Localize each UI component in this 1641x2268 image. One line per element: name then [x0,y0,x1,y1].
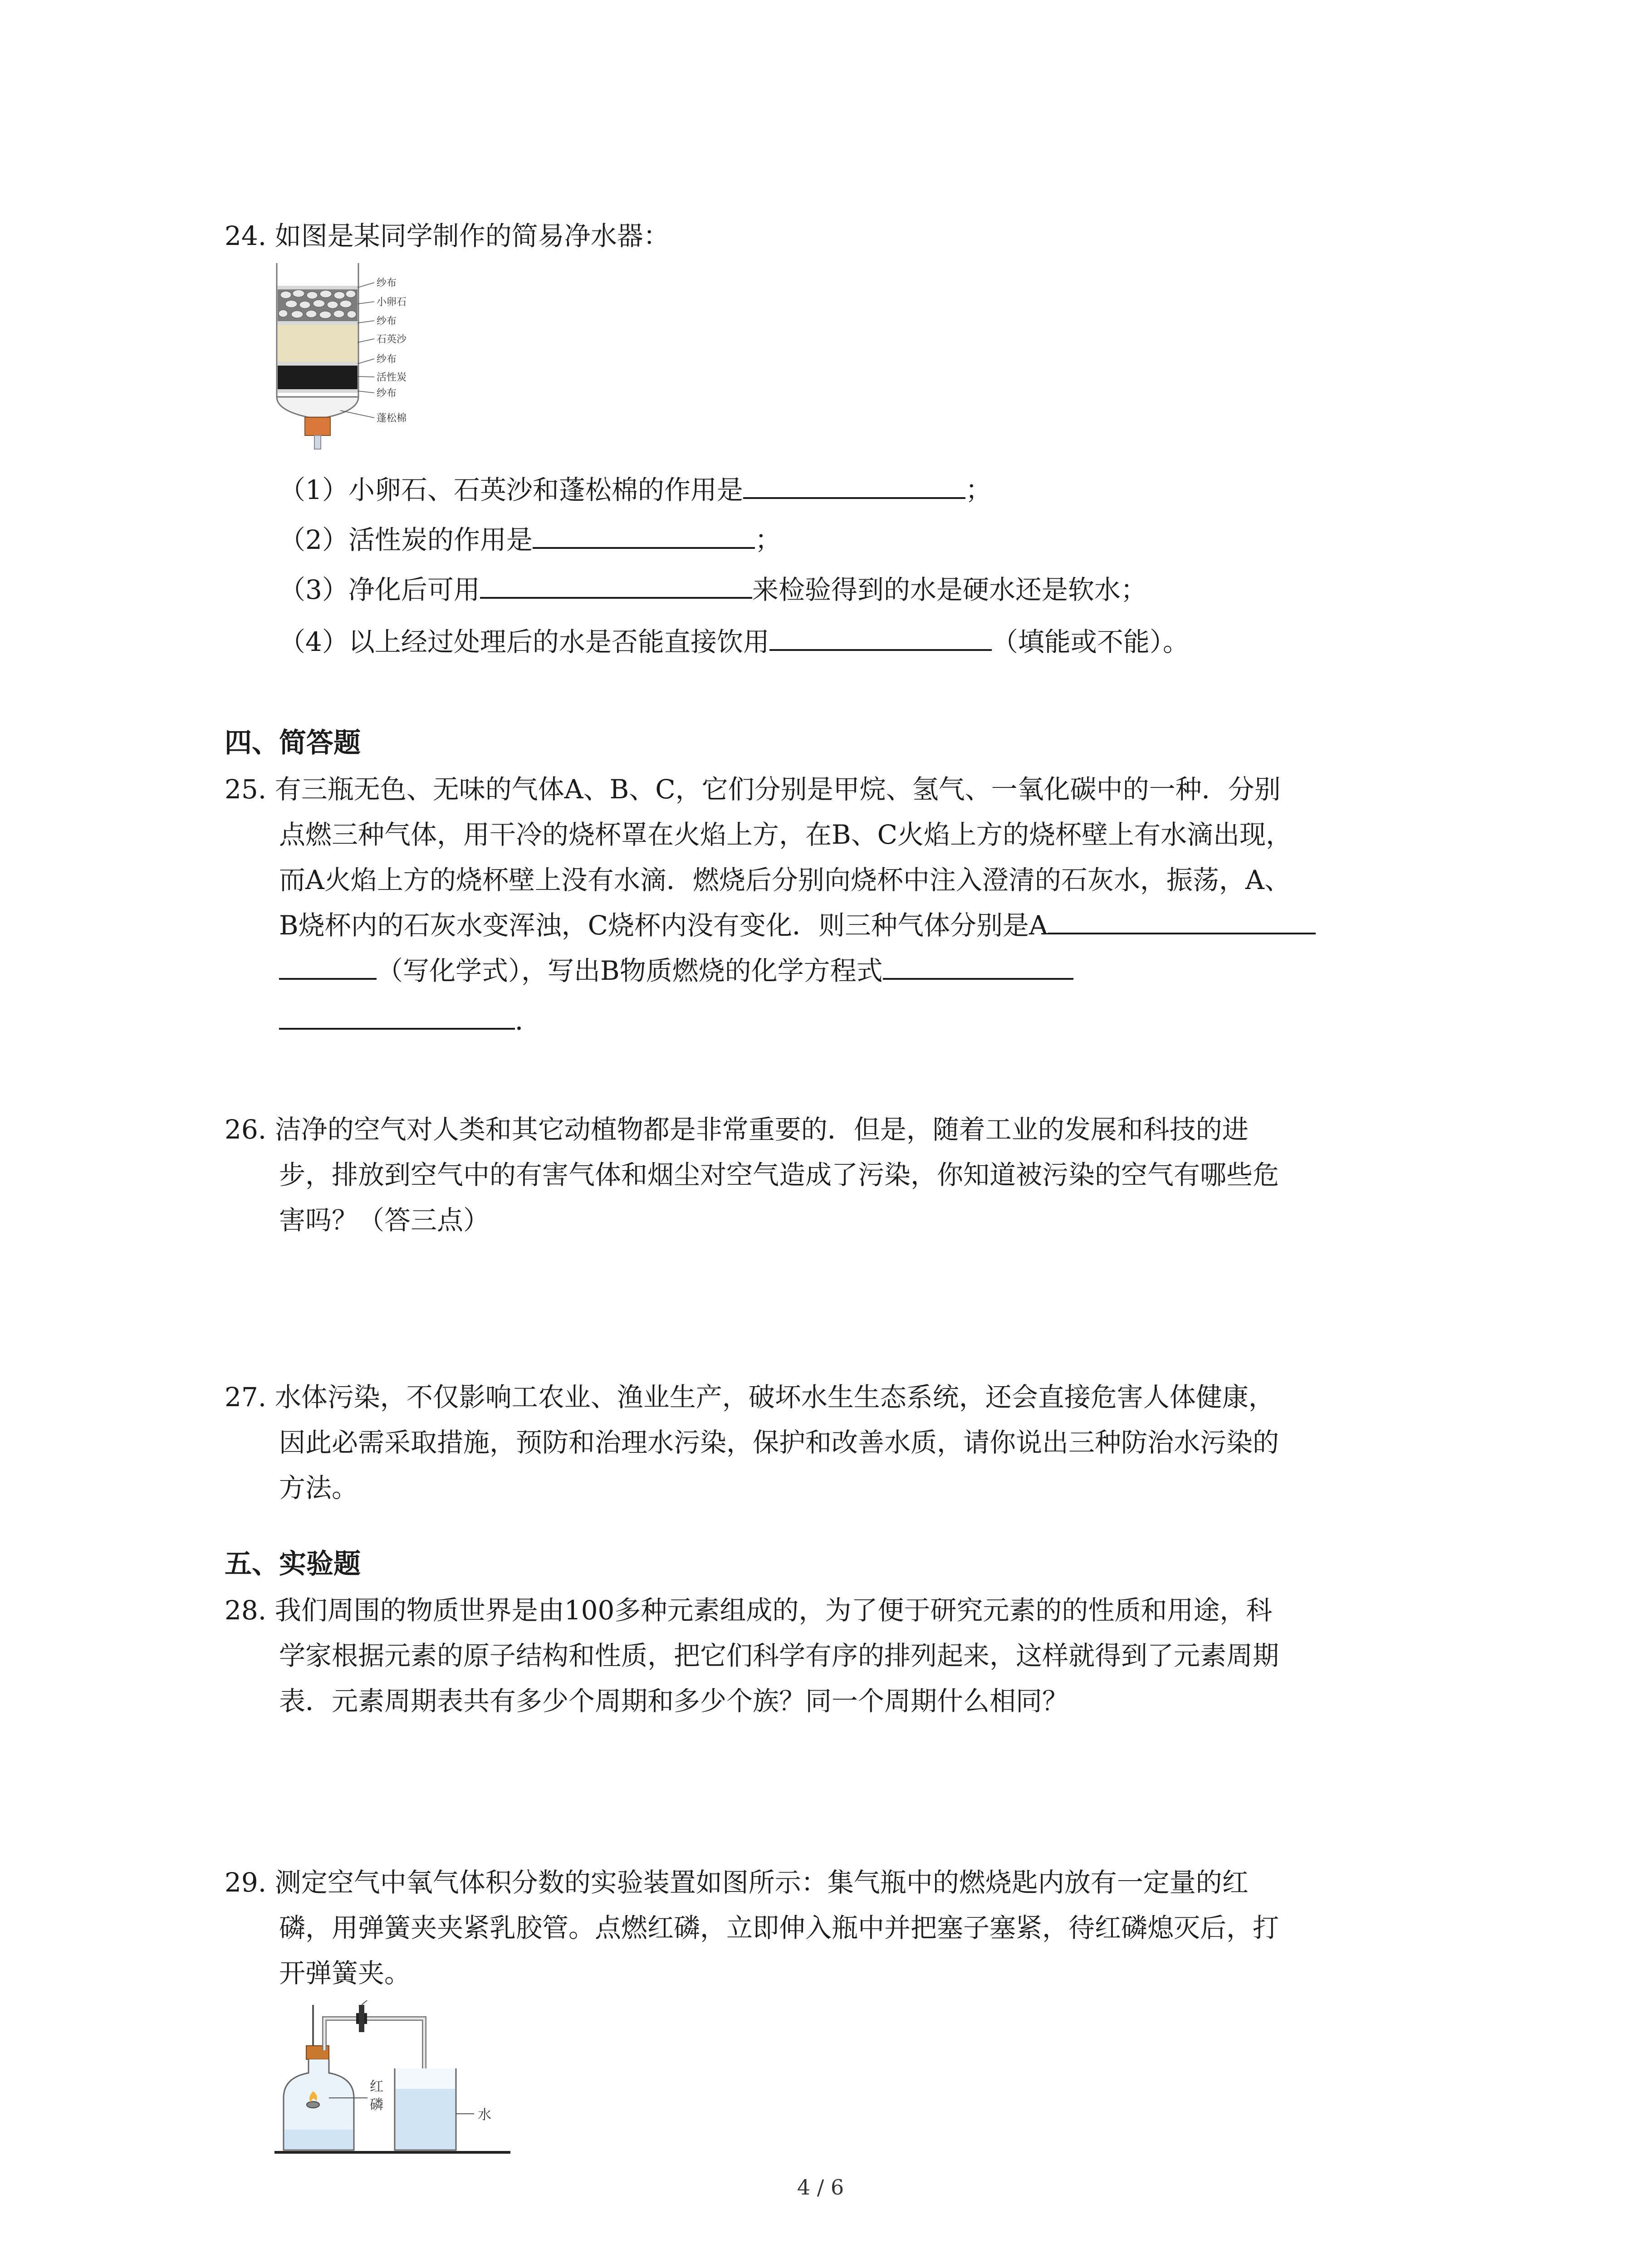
label-cotton: 蓬松棉 [377,413,407,424]
q24-stem: 如图是某同学制作的简易净水器： [274,220,670,251]
q25-number: 25. [225,774,267,805]
q26-line-1 [225,1107,1249,1152]
q24-part3-text: （3）净化后可用 [279,574,480,605]
spring-clip-icon [356,2005,367,2032]
q26-text-1: 洁净的空气对人类和其它动植物都是非常重要的．但是，随着工业的发展和科技的进 [274,1114,1249,1145]
q24-part2-blank[interactable] [533,519,755,549]
filter-bottle [277,263,358,449]
q24-part4-end: （填能或不能）。 [991,626,1189,657]
q29-number: 29. [225,1867,267,1898]
q25-text-6: ． [515,1005,542,1036]
q27-line-3: 方法。 [279,1472,358,1503]
outlet-tube [314,435,321,449]
q27-text-1: 水体污染，不仅影响工农业、渔业生产，破坏水生生态系统，还会直接危害人体健康， [274,1382,1275,1413]
q25-text-4: B烧杯内的石灰水变浑浊，C烧杯内没有变化．则三种气体分别是A [279,910,1048,941]
q24-part4-text: （4）以上经过处理后的水是否能直接饮用 [279,626,769,657]
combustion-spoon [307,2102,319,2108]
bottle-water [284,2130,353,2149]
q27-line-1 [225,1374,1275,1420]
q24-part2-text: （2）活性炭的作用是 [279,524,533,555]
label-gauze-3: 纱布 [377,354,397,365]
q26-line-2: 步，排放到空气中的有害气体和烟尘对空气造成了污染，你知道被污染的空气有哪些危 [279,1159,1279,1190]
q29-line-1 [225,1860,1249,1905]
q28-line-3: 表．元素周期表共有多少个周期和多少个族？同一个周期什么相同？ [279,1686,1069,1716]
label-water: 水 [478,2107,491,2123]
q25-line-6 [279,998,541,1043]
q25-line-5 [279,948,1073,993]
q24-part3 [279,567,1147,612]
label-pebbles: 小卵石 [377,297,407,308]
q24-number: 24. [225,220,267,251]
activated-carbon-layer [278,366,358,389]
q24-part3-blank[interactable] [480,569,752,599]
q24-part4-blank[interactable] [769,621,992,651]
page-number: 4 / 6 [797,2175,844,2200]
q25-text-1: 有三瓶无色、无味的气体A、B、C，它们分别是甲烷、氢气、一氧化碳中的一种．分别 [274,774,1281,805]
q24-stem-line [225,213,670,259]
q25-answer-blank-1[interactable] [1048,904,1316,934]
q29-text-1: 测定空气中氧气体积分数的实验装置如图所示：集气瓶中的燃烧匙内放有一定量的红 [274,1867,1249,1898]
gas-collecting-bottle [284,2005,354,2150]
label-gauze-2: 纱布 [377,316,397,327]
q24-part1-end: ； [965,474,992,505]
q25-line-2: 点燃三种气体，用干冷的烧杯罩在火焰上方，在B、C火焰上方的烧杯壁上有水滴出现， [279,819,1293,850]
q24-part2-end: ； [754,524,781,555]
cotton-layer [277,397,358,417]
q28-line-2: 学家根据元素的原子结构和性质，把它们科学有序的排列起来，这样就得到了元素周期 [279,1640,1279,1671]
q26-line-3: 害吗？（答三点） [279,1205,490,1236]
q24-part1-blank[interactable] [743,469,965,499]
q28-text-1: 我们周围的物质世界是由100多种元素组成的，为了便于研究元素的的性质和用途，科 [274,1595,1273,1626]
label-quartz-sand: 石英沙 [377,334,407,345]
label-phosphorus: 磷 [370,2097,383,2113]
section-title-short-answer: 四、简答题 [225,727,361,759]
oxygen-experiment-figure [274,2000,529,2168]
q24-part3-end: 来检验得到的水是硬水还是软水； [752,574,1147,605]
gauze-layer-1 [278,286,358,289]
beaker [395,2068,456,2150]
q25-answer-blank-2[interactable] [279,950,377,980]
section-title-experiment: 五、实验题 [225,1548,361,1580]
q26-number: 26. [225,1114,267,1145]
q25-line-1 [225,767,1281,812]
q24-part1-text: （1）小卵石、石英沙和蓬松棉的作用是 [279,474,743,505]
gauze-layer-4 [278,389,358,393]
label-red: 红 [370,2079,383,2095]
q25-line-4 [279,903,1316,948]
label-gauze-1: 纱布 [377,278,397,289]
q25-text-5: （写化学式），写出B物质燃烧的化学方程式 [377,955,883,986]
q25-equation-blank[interactable] [883,950,1073,980]
gauze-layer-3 [278,362,358,366]
quartz-sand-layer [278,325,358,362]
q28-line-1 [225,1588,1272,1633]
q24-part2 [279,517,781,562]
q25-equation-blank-2[interactable] [279,1000,515,1030]
label-gauze-4: 纱布 [377,388,397,399]
q25-line-3: 而A火焰上方的烧杯壁上没有水滴．燃烧后分别向烧杯中注入澄清的石灰水，振荡，A、 [279,865,1291,895]
q24-part1 [279,467,992,513]
label-activated-carbon: 活性炭 [377,372,407,383]
table-surface [274,2151,510,2154]
q29-line-2: 磷，用弹簧夹夹紧乳胶管。点燃红磷，立即伸入瓶中并把塞子塞紧，待红磷熄灭后，打 [279,1912,1279,1943]
q24-part4 [279,619,1189,665]
q27-number: 27. [225,1382,267,1413]
water-filter-figure [272,261,436,451]
beaker-water [396,2089,455,2149]
q27-line-2: 因此必需采取措施，预防和治理水污染，保护和改善水质，请你说出三种防治水污染的 [279,1427,1279,1458]
bottle-cap [305,417,330,435]
q28-number: 28. [225,1595,267,1626]
q29-line-3: 开弹簧夹。 [279,1958,411,1989]
gauze-layer-2 [278,321,358,325]
